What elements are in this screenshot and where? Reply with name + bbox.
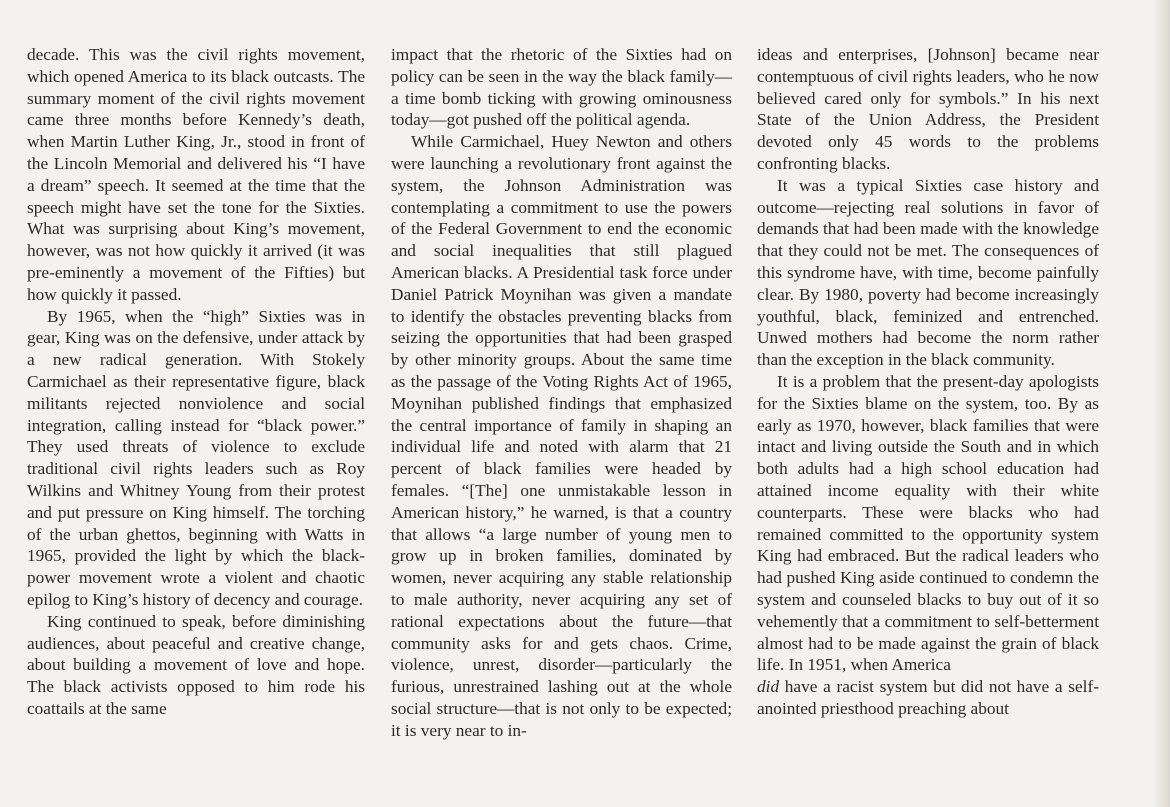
- page-edge-shadow: [1152, 0, 1170, 807]
- paragraph: It was a typical Sixties case history and outcome—rejecting real solutions in favor of demands that had been made with the knowledge that they could not be met. The consequences of this syndrome have, with time, become painfully clear. By 1980, poverty had become increasingly youthful, black, feminized and entrenched. Unwed mothers had become the norm rather than the exception in the black community.: [757, 175, 1099, 370]
- text-column-2: [391, 44, 732, 742]
- paragraph: ideas and enterprises, [Johnson] became near contemptuous of civil rights leaders, who he now believed cared only for symbols.” In his next State of the Union Address, the President devoted only 45 words to the problems confronting blacks.: [757, 45, 1099, 173]
- paragraph: It is a problem that the present-day apologists for the Sixties blame on the system, too. By as early as 1970, however, black families that were intact and living outside the South and in which both adults had a high school education had attained income equality with their white counterparts. These were blacks who had remained committed to the opportunity system King had embraced. But the radical leaders who had pushed King aside continued to condemn the system and counseled blacks to buy out of it so vehemently that a commitment to self-betterment almost had to be made against the grain of black life. In 1951, when America: [757, 371, 1099, 675]
- paragraph: decade. This was the civil rights movement, which opened America to its black outcasts. The summary moment of the civil rights movement came three months before Kennedy’s death, when Martin Luther King, Jr., stood in front of the Lincoln Memorial and delivered his “I have a dream” speech. It seemed at the time that the speech might have set the tone for the Sixties. What was surprising about King’s movement, however, was not how quickly it arrived (it was pre-eminently a movement of the Fifties) but how quickly it passed.: [27, 45, 365, 304]
- paragraph: [757, 676, 1099, 720]
- text-column-1: [27, 44, 365, 720]
- paragraph: By 1965, when the “high” Sixties was in gear, King was on the defensive, under attack by a new radical generation. With Stokely Carmichael as their representative figure, black militants rejected nonviolence and social integration, calling instead for “black power.” They used threats of violence to exclude traditional civil rights leaders such as Roy Wilkins and Whitney Young from their protest and put pressure on King himself. The torching of the urban ghettos, beginning with Watts in 1965, provided the light by which the black-power movement wrote a violent and chaotic epilog to King’s history of decency and courage.: [27, 306, 365, 609]
- emphasized-word: did: [757, 677, 780, 697]
- paragraph: While Carmichael, Huey Newton and others were launching a revolutionary front against the system, the Johnson Administration was contemplating a commitment to use the powers of the Federal Government to end the economic and social inequalities that still plagued American blacks. A Presidential task force under Daniel Patrick Moynihan was given a mandate to identify the obstacles preventing blacks from seizing the opportunities that had been grasped by other minority groups. About the same time as the passage of the Voting Rights Act of 1965, Moynihan published findings that emphasized the central importance of family in shaping an individual life and noted with alarm that 21 percent of black families were headed by females. “[The] one unmistakable lesson in American history,” he warned, is that a country that allows “a large number of young men to grow up in broken families, dominated by women, never acquiring any stable relationship to male authority, never acquiring any set of rational expectations about the future—that community asks for and gets chaos. Crime, violence, unrest, disorder—particularly the furious, unrestrained lashing out at the whole social structure—that is not only to be expected; it is very near to in-: [391, 132, 732, 740]
- paragraph: impact that the rhetoric of the Sixties had on policy can be seen in the way the black family—a time bomb ticking with growing ominousness today—got pushed off the political agenda.: [391, 45, 732, 130]
- paragraph: King continued to speak, before diminishing audiences, about peaceful and creative change, about building a movement of love and hope. The black activists opposed to him rode his coattails at the same: [27, 611, 365, 718]
- paragraph-text: have a racist system but did not have a self-anointed priesthood preaching about: [757, 677, 1099, 718]
- text-column-3: [757, 44, 1099, 720]
